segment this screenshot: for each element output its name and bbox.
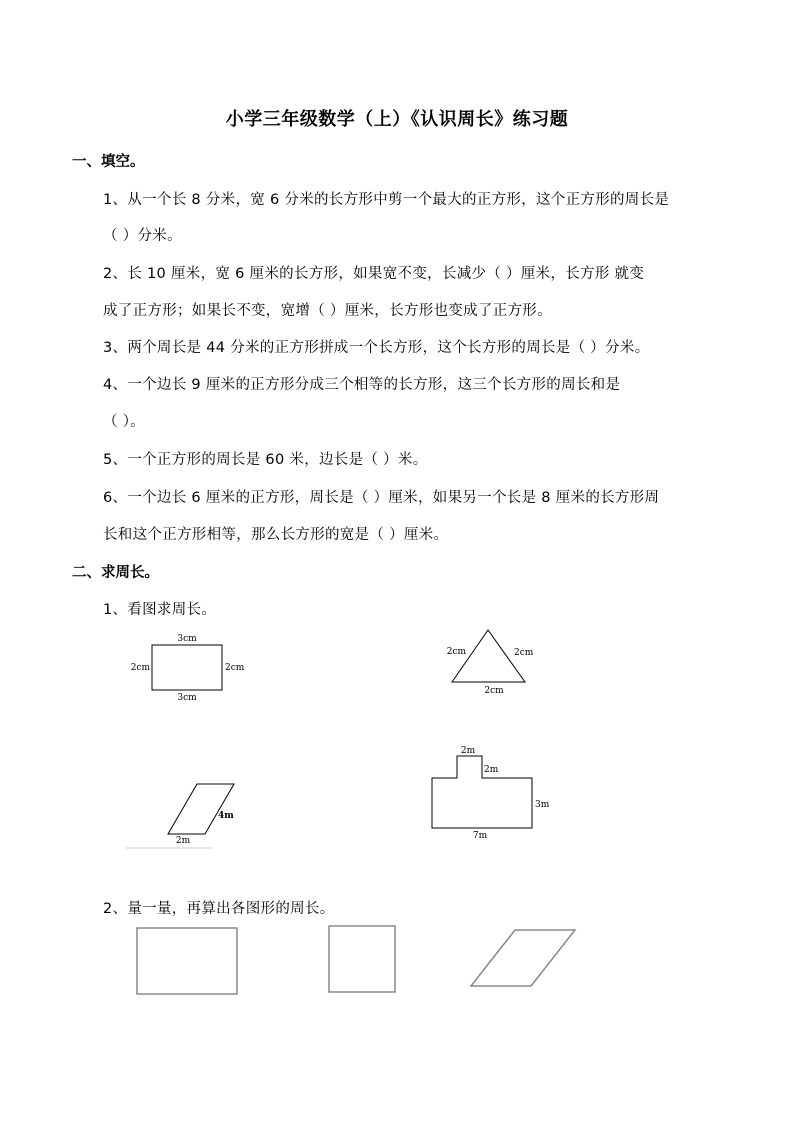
rect-right-label: 2cm [225, 663, 245, 673]
question-6-line-1: 6、一个边长 6 厘米的正方形，周长是（ ）厘米，如果另一个长是 8 厘米的长方形周 [103, 490, 660, 506]
parallelogram-figure [126, 784, 234, 848]
page-title: 小学三年级数学（上）《认识周长》练习题 [225, 109, 569, 130]
rect-top-label: 3cm [177, 634, 197, 644]
composite-right-label: 3m [535, 800, 550, 810]
triangle-figure [447, 630, 534, 696]
composite-bottom-label: 7m [472, 831, 488, 841]
composite-shape-figure [432, 746, 550, 841]
question-3-line-1: 3、两个周长是 44 分米的正方形拼成一个长方形，这个长方形的周长是（ ）分米。 [103, 340, 650, 356]
composite-tab-top-label: 2m [460, 746, 476, 756]
rect-left-label: 2cm [130, 663, 150, 673]
question-6-line-2: 长和这个正方形相等，那么长方形的宽是（ ）厘米。 [103, 527, 449, 543]
section-heading-fill-blank: 一、填空。 [72, 154, 145, 170]
question-1-line-1: 1、从一个长 8 分米，宽 6 分米的长方形中剪一个最大的正方形，这个正方形的周长是 [103, 192, 670, 208]
triangle-bottom-label: 2cm [484, 686, 504, 696]
question-5-line-1: 5、一个正方形的周长是 60 米，边长是（ ）米。 [103, 452, 428, 468]
rectangle-figure [131, 634, 245, 703]
question-4-line-2: （ ）。 [103, 414, 146, 430]
rect-bottom-label: 3cm [177, 693, 197, 703]
question-1-line-2: （ ）分米。 [103, 228, 182, 244]
sub-question-2: 2、量一量，再算出各图形的周长。 [103, 901, 335, 917]
measure-rectangle [137, 928, 237, 994]
section-heading-perimeter: 二、求周长。 [72, 565, 159, 581]
measure-parallelogram [471, 930, 575, 986]
triangle-right-label: 2cm [514, 648, 534, 658]
question-2-line-1: 2、长 10 厘米，宽 6 厘米的长方形，如果宽不变，长减少（ ）厘米，长方形 就变 [103, 266, 645, 282]
triangle-left-label: 2cm [446, 647, 466, 657]
sub-question-1: 1、看图求周长。 [103, 602, 217, 618]
question-2-line-2: 成了正方形；如果长不变，宽增（ ）厘米，长方形也变成了正方形。 [103, 303, 552, 319]
parallelogram-side-label: 4m [218, 811, 234, 821]
question-4-line-1: 4、一个边长 9 厘米的正方形分成三个相等的长方形，这三个长方形的周长和是 [103, 377, 621, 393]
measure-square [329, 926, 395, 992]
parallelogram-bottom-label: 2m [175, 836, 191, 846]
composite-tab-side-label: 2m [484, 765, 499, 775]
